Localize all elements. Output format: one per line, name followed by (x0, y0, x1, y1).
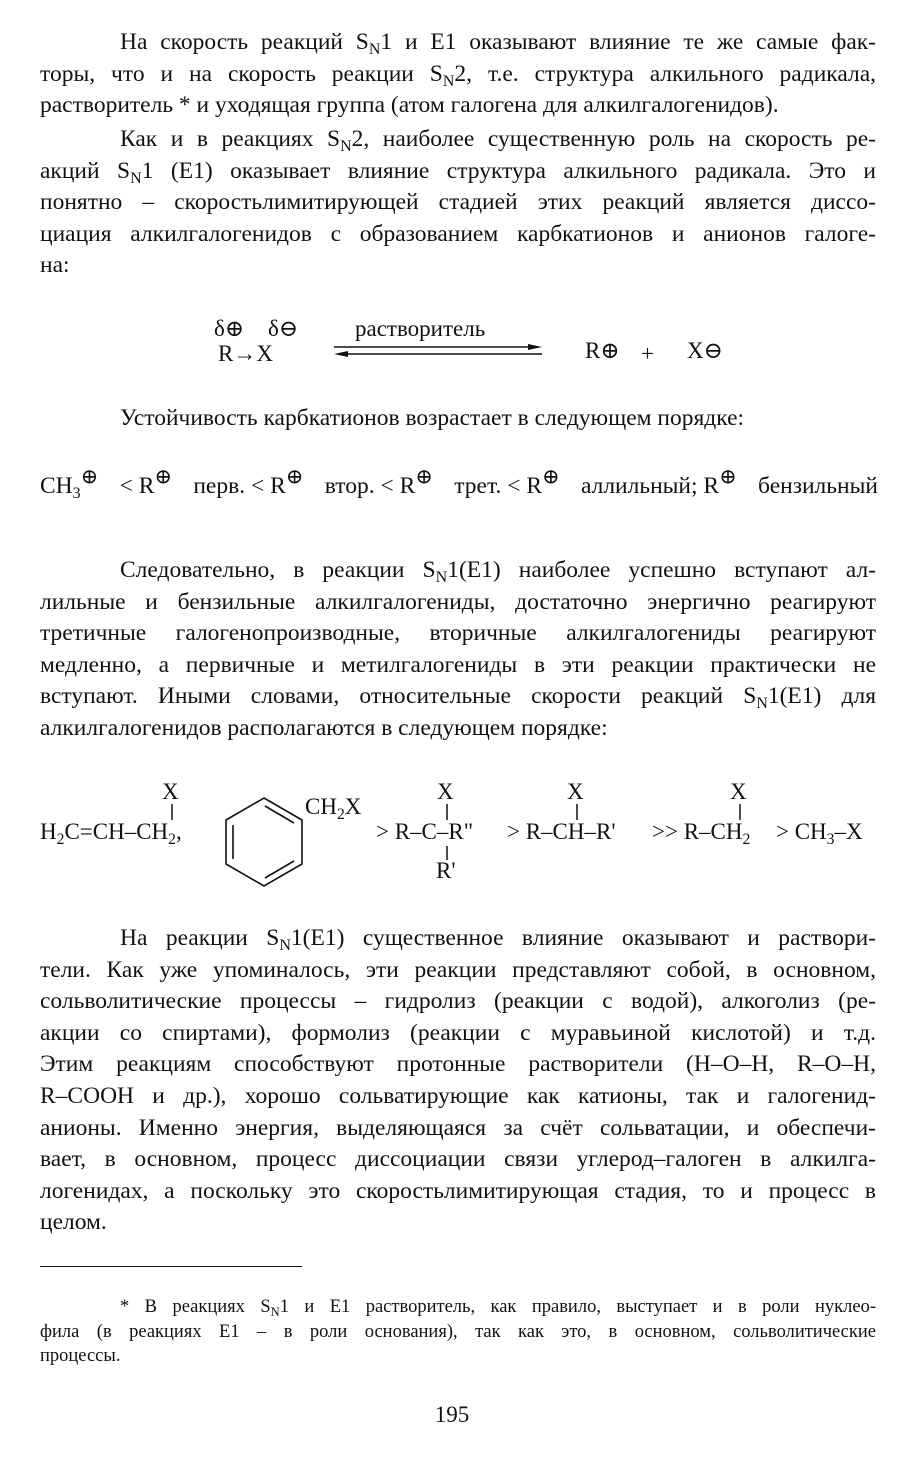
equation-plus: + (641, 341, 654, 366)
paragraph-1-line-3: растворитель * и уходящая группа (атом галогена для алкилгалогенидов). (40, 92, 779, 119)
paragraph-2-line-4: циация алкилгалогенидов с образованием карбкатионов и анионов галоге- (40, 220, 876, 247)
paragraph-3-line-3: третичные галогенопроизводные, вторичные алкилгалогениды реагируют (40, 620, 876, 647)
paragraph-2-line-3: понятно – скоростьлимитирующей стадией этих реакций является диссо- (40, 189, 876, 216)
stability-intro: Устойчивость карбкатионов возрастает в следующем порядке: (120, 405, 745, 431)
primary-x: X (730, 779, 747, 804)
paragraph-3 (40, 555, 876, 745)
allyl-halide: $H_2C=CH-CH_2$, (40, 819, 182, 848)
page-number: 195 (434, 1402, 470, 1427)
tertiary-halide: > R–C–R" (376, 819, 474, 844)
paragraph-4-line-9: логенидах, а поскольку это скоростьлимитирующая стадия, то и процесс в (40, 1177, 876, 1204)
tertiary-x: X (437, 779, 454, 804)
tertiary-r-prime: R' (436, 858, 456, 883)
footnote-line-2: фила (в реакциях E1 – в роли основания), так как это, в основном, сольволитические (40, 1321, 876, 1342)
paragraph-4-line-3: сольволитические процессы – гидролиз (реакции с водой), алкоголиз (ре- (40, 988, 876, 1015)
tertiary-cation: втор. < R⊕ (324, 464, 433, 499)
paragraph-1-line-2: торы, что и на скорость реакции $S_N2$, т.е. структура алкильного радикала, (40, 60, 876, 90)
paragraph-4-line-6: R–COOH и др.), хорошо сольватирующие как катионы, так и галогенид- (40, 1082, 876, 1109)
paragraph-4-line-2: тели. Как уже упоминалось, эти реакции представляют собой, в основном, (40, 956, 876, 983)
paragraph-2-line-1: Как и в реакциях $S_N2$, наиболее существенную роль на скорость ре- (120, 126, 876, 156)
paragraph-3-line-2: лильные и бензильные алкилгалогениды, достаточно энергично реагируют (40, 588, 876, 615)
paragraph-1 (40, 27, 876, 122)
paragraph-3-line-4: медленно, а первичные и метилгалогениды в эти реакции практически не (40, 651, 876, 678)
benzyl-cation: аллильный; R⊕ (580, 464, 737, 499)
footnote-separator (40, 1266, 302, 1267)
product-anion: X⊖ (687, 338, 723, 363)
allyl-x: X (162, 779, 179, 804)
delta-plus: δ⊕ (214, 316, 245, 341)
footnote-line-1: * В реакциях $S_N1$ и E1 растворитель, как правило, выступает и в роли нуклео- (120, 1297, 876, 1320)
carbocation-stability-series (40, 464, 878, 503)
paragraph-1-line-1: На скорость реакций $S_N1$ и E1 оказывают влияние те же самые фак- (120, 29, 876, 59)
paragraph-2 (40, 124, 876, 282)
paragraph-4-line-4: акции со спиртами), формолиз (реакции с муравьиной кислотой) и т.д. (40, 1019, 876, 1046)
equilibrium-arrows (330, 343, 546, 359)
primary-halide: >> $R-CH_2$ (652, 819, 751, 848)
methyl-halide: > $CH_3-X$ (776, 819, 863, 848)
paragraph-2-line-2: акций $S_N1$ (E1) оказывает влияние структура алкильного радикала. Это и (40, 157, 876, 187)
paragraph-3-line-5: вступают. Иными словами, относительные скорости реакций $S_N1(E1)$ для (40, 683, 877, 713)
primary-cation: < R⊕ (119, 464, 173, 499)
footnote (40, 1295, 876, 1369)
allyl-cation: трет. < R⊕ (454, 464, 560, 499)
paragraph-4-line-7: анионы. Именно энергия, выделяющаяся за счёт сольватации, и обеспечи- (40, 1114, 876, 1141)
paragraph-4 (40, 923, 876, 1239)
paragraph-2-line-5: на: (40, 252, 70, 279)
paragraph-4-line-8: вает, в основном, процесс диссоциации связи углерод–галоген в алкилга- (40, 1146, 876, 1173)
product-cation: R⊕ (585, 338, 620, 363)
secondary-cation: перв. < R⊕ (193, 464, 304, 499)
benzyl-ch2x: $CH_2X$ (305, 794, 362, 823)
delta-minus: δ⊖ (268, 316, 299, 341)
paragraph-4-line-10: целом. (40, 1209, 107, 1236)
paragraph-4-line-5: Этим реакциям способствуют протонные растворители (H–O–H, R–O–H, (40, 1051, 876, 1078)
benzyl-label: бензильный (758, 473, 878, 499)
benzene-ring (216, 792, 312, 888)
secondary-halide: > R–CH–R' (507, 819, 616, 844)
paragraph-3-line-1: Следовательно, в реакции $S_N1(E1)$ наиболее успешно вступают ал- (120, 557, 876, 587)
paragraph-4-line-1: На реакции $S_N1(E1)$ существенное влияние оказывают и раствори- (120, 925, 877, 955)
reactant-rx: R→X (218, 341, 273, 366)
paragraph-3-line-6: алкилгалогенидов располагаются в следующем порядке: (40, 714, 608, 741)
methyl-cation: $CH_3\oplus$ (40, 464, 99, 503)
footnote-line-3: процессы. (40, 1346, 121, 1366)
solvent-label: растворитель (355, 316, 486, 341)
secondary-x: X (567, 779, 584, 804)
